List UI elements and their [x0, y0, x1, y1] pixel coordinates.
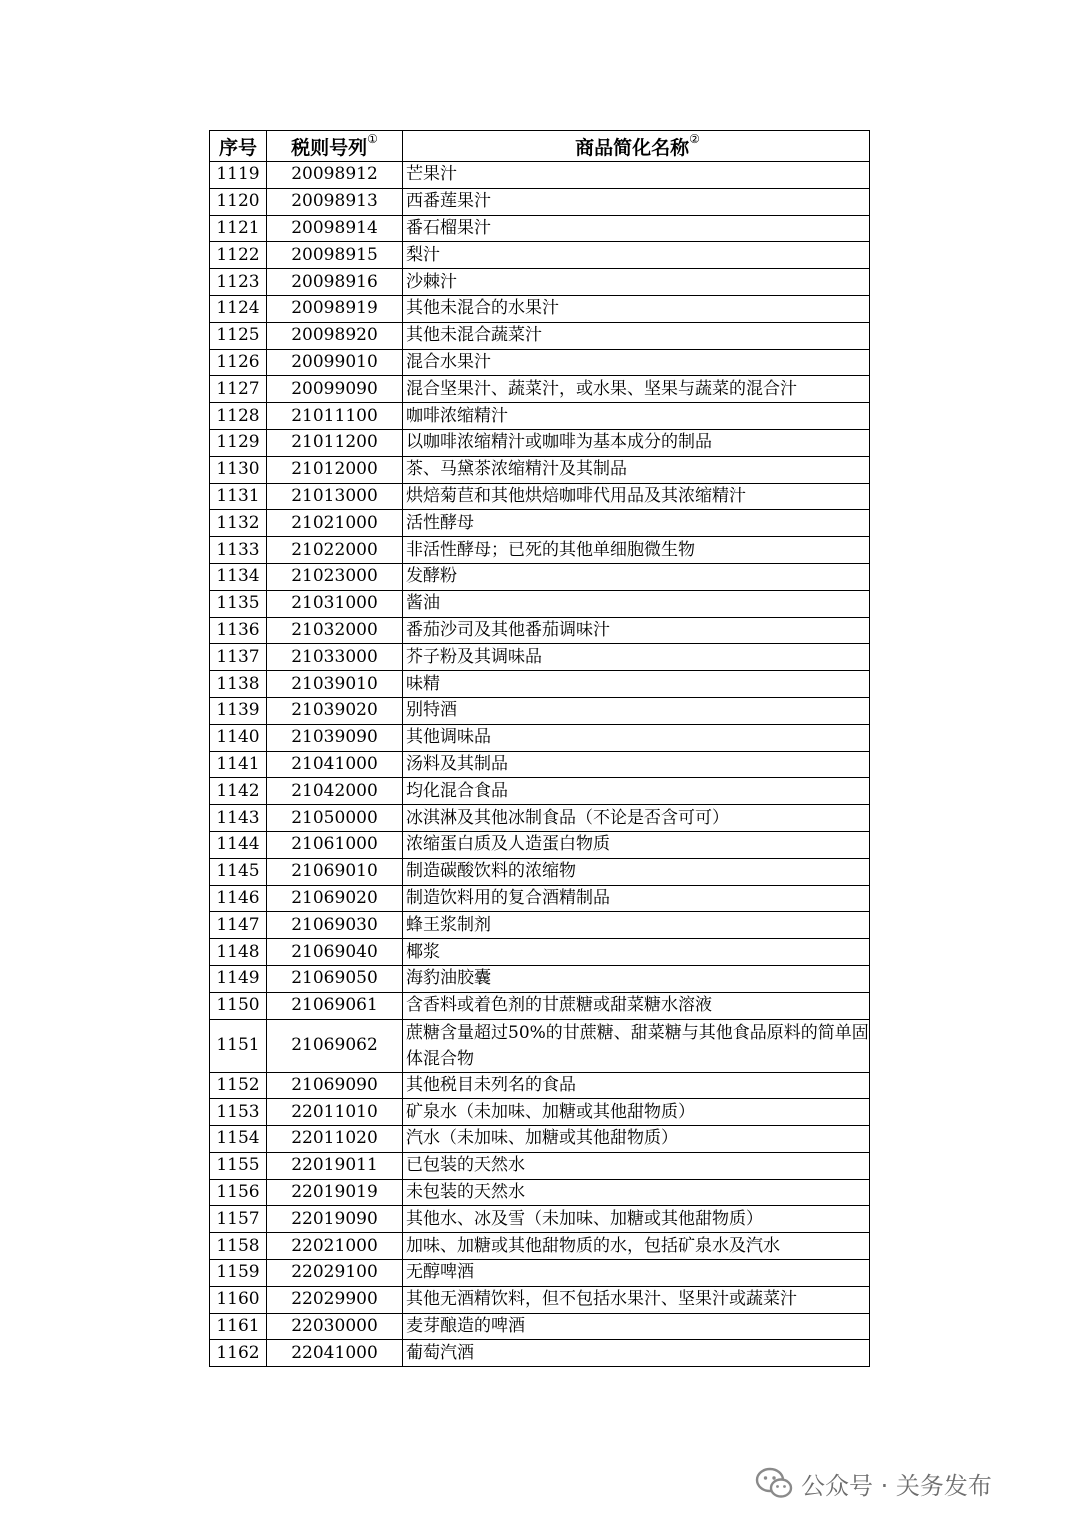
cell-name: 其他未混合的水果汁	[403, 295, 870, 322]
cell-seq: 1140	[210, 724, 267, 751]
cell-code: 21061000	[267, 831, 403, 858]
cell-seq: 1158	[210, 1233, 267, 1260]
cell-name: 椰浆	[403, 939, 870, 966]
cell-seq: 1147	[210, 912, 267, 939]
table-row	[210, 215, 870, 242]
table-row	[210, 349, 870, 376]
cell-seq: 1135	[210, 590, 267, 617]
cell-seq: 1121	[210, 215, 267, 242]
table-row	[210, 510, 870, 537]
table-row	[210, 1099, 870, 1126]
cell-code: 21022000	[267, 537, 403, 564]
cell-seq: 1142	[210, 778, 267, 805]
cell-code: 21069061	[267, 992, 403, 1019]
cell-seq: 1153	[210, 1099, 267, 1126]
cell-seq: 1123	[210, 269, 267, 296]
table-row	[210, 1206, 870, 1233]
cell-code: 21042000	[267, 778, 403, 805]
cell-name: 汤料及其制品	[403, 751, 870, 778]
cell-code: 22019090	[267, 1206, 403, 1233]
cell-name: 芒果汁	[403, 162, 870, 189]
cell-name: 汽水（未加味、加糖或其他甜物质）	[403, 1126, 870, 1153]
wechat-footer	[755, 1465, 992, 1501]
cell-name: 蜂王浆制剂	[403, 912, 870, 939]
cell-seq: 1157	[210, 1206, 267, 1233]
cell-code: 20098915	[267, 242, 403, 269]
cell-code: 22041000	[267, 1340, 403, 1367]
cell-code: 21021000	[267, 510, 403, 537]
table-row	[210, 483, 870, 510]
cell-code: 21032000	[267, 617, 403, 644]
cell-seq: 1139	[210, 697, 267, 724]
cell-name: 制造碳酸饮料的浓缩物	[403, 858, 870, 885]
cell-name: 浓缩蛋白质及人造蛋白物质	[403, 831, 870, 858]
cell-seq: 1149	[210, 965, 267, 992]
header-seq: 序号	[210, 131, 267, 162]
table-row	[210, 563, 870, 590]
cell-code: 21041000	[267, 751, 403, 778]
table-row	[210, 269, 870, 296]
footer-text: 公众号 · 关务发布	[801, 1471, 992, 1500]
table-row	[210, 939, 870, 966]
table-row	[210, 992, 870, 1019]
cell-name: 其他无酒精饮料，但不包括水果汁、坚果汁或蔬菜汁	[403, 1286, 870, 1313]
cell-seq: 1131	[210, 483, 267, 510]
table-row	[210, 162, 870, 189]
table-row	[210, 885, 870, 912]
cell-name: 未包装的天然水	[403, 1179, 870, 1206]
cell-name: 其他水、冰及雪（未加味、加糖或其他甜物质）	[403, 1206, 870, 1233]
cell-seq: 1145	[210, 858, 267, 885]
cell-code: 21039020	[267, 697, 403, 724]
cell-seq: 1133	[210, 537, 267, 564]
cell-seq: 1136	[210, 617, 267, 644]
cell-name: 酱油	[403, 590, 870, 617]
table-header-row	[210, 131, 870, 162]
cell-code: 21069030	[267, 912, 403, 939]
cell-code: 22011010	[267, 1099, 403, 1126]
cell-code: 21069040	[267, 939, 403, 966]
cell-seq: 1159	[210, 1260, 267, 1287]
table-row	[210, 965, 870, 992]
cell-code: 21012000	[267, 456, 403, 483]
cell-code: 21069050	[267, 965, 403, 992]
cell-code: 22029100	[267, 1260, 403, 1287]
table-row	[210, 671, 870, 698]
tariff-table	[209, 130, 870, 1367]
table-row	[210, 751, 870, 778]
table-row	[210, 1019, 870, 1072]
cell-code: 21069090	[267, 1072, 403, 1099]
cell-seq: 1152	[210, 1072, 267, 1099]
table-row	[210, 242, 870, 269]
cell-code: 21050000	[267, 805, 403, 832]
cell-code: 22029900	[267, 1286, 403, 1313]
header-name: 商品简化名称②	[403, 131, 870, 162]
cell-code: 22011020	[267, 1126, 403, 1153]
cell-code: 21039090	[267, 724, 403, 751]
cell-code: 20098916	[267, 269, 403, 296]
cell-seq: 1132	[210, 510, 267, 537]
header-code: 税则号列①	[267, 131, 403, 162]
cell-seq: 1148	[210, 939, 267, 966]
cell-seq: 1119	[210, 162, 267, 189]
cell-seq: 1130	[210, 456, 267, 483]
table-row	[210, 1233, 870, 1260]
cell-code: 21033000	[267, 644, 403, 671]
cell-seq: 1146	[210, 885, 267, 912]
cell-seq: 1129	[210, 429, 267, 456]
cell-code: 21011200	[267, 429, 403, 456]
cell-name: 冰淇淋及其他冰制食品（不论是否含可可）	[403, 805, 870, 832]
table-row	[210, 188, 870, 215]
cell-name: 发酵粉	[403, 563, 870, 590]
cell-code: 21031000	[267, 590, 403, 617]
cell-name: 制造饮料用的复合酒精制品	[403, 885, 870, 912]
cell-name: 葡萄汽酒	[403, 1340, 870, 1367]
cell-name: 非活性酵母；已死的其他单细胞微生物	[403, 537, 870, 564]
table-row	[210, 1340, 870, 1367]
cell-seq: 1144	[210, 831, 267, 858]
table-row	[210, 805, 870, 832]
table-row	[210, 1126, 870, 1153]
cell-name: 加味、加糖或其他甜物质的水，包括矿泉水及汽水	[403, 1233, 870, 1260]
cell-seq: 1162	[210, 1340, 267, 1367]
cell-code: 21069020	[267, 885, 403, 912]
cell-code: 20099090	[267, 376, 403, 403]
cell-name: 其他调味品	[403, 724, 870, 751]
cell-name: 其他税目未列名的食品	[403, 1072, 870, 1099]
cell-code: 21069010	[267, 858, 403, 885]
cell-seq: 1126	[210, 349, 267, 376]
cell-seq: 1141	[210, 751, 267, 778]
cell-code: 22021000	[267, 1233, 403, 1260]
footnote-mark-1: ①	[367, 132, 378, 147]
cell-code: 22030000	[267, 1313, 403, 1340]
cell-seq: 1154	[210, 1126, 267, 1153]
table-row	[210, 1152, 870, 1179]
cell-seq: 1138	[210, 671, 267, 698]
wechat-icon	[755, 1467, 793, 1499]
cell-name: 矿泉水（未加味、加糖或其他甜物质）	[403, 1099, 870, 1126]
cell-name: 芥子粉及其调味品	[403, 644, 870, 671]
table-row	[210, 1179, 870, 1206]
cell-code: 21013000	[267, 483, 403, 510]
cell-name: 茶、马黛茶浓缩精汁及其制品	[403, 456, 870, 483]
table-row	[210, 1286, 870, 1313]
table-row	[210, 644, 870, 671]
cell-code: 22019011	[267, 1152, 403, 1179]
cell-name: 沙棘汁	[403, 269, 870, 296]
cell-seq: 1137	[210, 644, 267, 671]
cell-seq: 1150	[210, 992, 267, 1019]
cell-code: 21023000	[267, 563, 403, 590]
table-row	[210, 697, 870, 724]
cell-seq: 1124	[210, 295, 267, 322]
cell-name: 麦芽酿造的啤酒	[403, 1313, 870, 1340]
table-row	[210, 590, 870, 617]
cell-code: 20098919	[267, 295, 403, 322]
cell-name: 烘焙菊苣和其他烘焙咖啡代用品及其浓缩精汁	[403, 483, 870, 510]
cell-name: 番石榴果汁	[403, 215, 870, 242]
table-row	[210, 1072, 870, 1099]
cell-seq: 1151	[210, 1019, 267, 1072]
cell-code: 21069062	[267, 1019, 403, 1072]
cell-code: 20099010	[267, 349, 403, 376]
cell-name: 其他未混合蔬菜汁	[403, 322, 870, 349]
cell-name: 含香料或着色剂的甘蔗糖或甜菜糖水溶液	[403, 992, 870, 1019]
cell-seq: 1155	[210, 1152, 267, 1179]
cell-code: 20098912	[267, 162, 403, 189]
cell-seq: 1127	[210, 376, 267, 403]
cell-seq: 1156	[210, 1179, 267, 1206]
cell-code: 21011100	[267, 403, 403, 430]
table-row	[210, 858, 870, 885]
cell-name: 活性酵母	[403, 510, 870, 537]
table-row	[210, 778, 870, 805]
cell-name: 梨汁	[403, 242, 870, 269]
cell-seq: 1134	[210, 563, 267, 590]
cell-code: 20098914	[267, 215, 403, 242]
cell-seq: 1160	[210, 1286, 267, 1313]
table-row	[210, 429, 870, 456]
cell-name: 混合水果汁	[403, 349, 870, 376]
cell-name: 混合坚果汁、蔬菜汁，或水果、坚果与蔬菜的混合汁	[403, 376, 870, 403]
cell-name: 无醇啤酒	[403, 1260, 870, 1287]
table-row	[210, 1260, 870, 1287]
table-row	[210, 912, 870, 939]
cell-code: 21039010	[267, 671, 403, 698]
cell-name: 蔗糖含量超过50%的甘蔗糖、甜菜糖与其他食品原料的简单固体混合物	[403, 1019, 870, 1072]
cell-seq: 1161	[210, 1313, 267, 1340]
cell-name: 番茄沙司及其他番茄调味汁	[403, 617, 870, 644]
table-row	[210, 322, 870, 349]
cell-name: 海豹油胶囊	[403, 965, 870, 992]
cell-seq: 1128	[210, 403, 267, 430]
cell-seq: 1125	[210, 322, 267, 349]
table-row	[210, 617, 870, 644]
footnote-mark-2: ②	[689, 132, 700, 147]
table-row	[210, 376, 870, 403]
cell-seq: 1122	[210, 242, 267, 269]
cell-code: 20098913	[267, 188, 403, 215]
cell-name: 咖啡浓缩精汁	[403, 403, 870, 430]
cell-code: 22019019	[267, 1179, 403, 1206]
cell-name: 已包装的天然水	[403, 1152, 870, 1179]
table-row	[210, 724, 870, 751]
table-row	[210, 403, 870, 430]
cell-name: 均化混合食品	[403, 778, 870, 805]
cell-seq: 1143	[210, 805, 267, 832]
cell-seq: 1120	[210, 188, 267, 215]
table-row	[210, 1313, 870, 1340]
cell-code: 20098920	[267, 322, 403, 349]
table-row	[210, 295, 870, 322]
cell-name: 别特酒	[403, 697, 870, 724]
table-body	[210, 162, 870, 1367]
cell-name: 味精	[403, 671, 870, 698]
cell-name: 西番莲果汁	[403, 188, 870, 215]
table-row	[210, 537, 870, 564]
table-row	[210, 456, 870, 483]
table-row	[210, 831, 870, 858]
cell-name: 以咖啡浓缩精汁或咖啡为基本成分的制品	[403, 429, 870, 456]
